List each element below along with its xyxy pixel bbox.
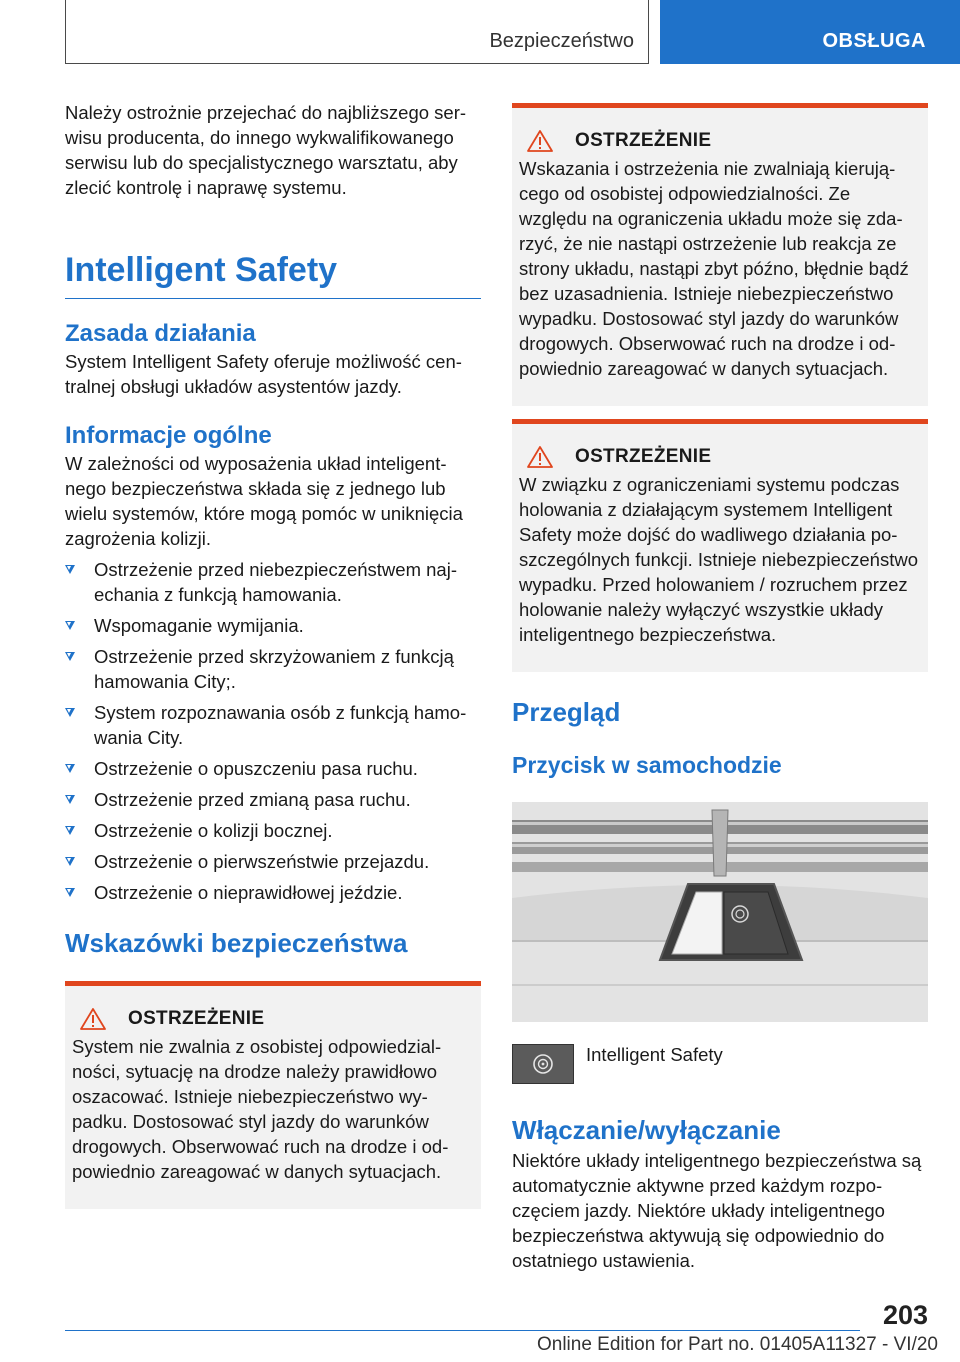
triangle-bullet-icon (65, 795, 75, 804)
list-item: Ostrzeżenie przed skrzyżowaniem z funkcją hamowania City;. (65, 644, 481, 694)
left-column (65, 100, 481, 1209)
button-heading: Przycisk w samochodzie (512, 752, 782, 778)
header-section-title: Bezpieczeństwo (489, 30, 634, 52)
list-item: Ostrzeżenie przed niebezpieczeństwem najechania z funkcją hamowania. (65, 557, 481, 607)
warning-box (65, 981, 481, 1209)
list-item: Ostrzeżenie o nieprawidłowej jeździe. (65, 880, 481, 905)
warning-triangle-icon (527, 130, 553, 152)
intro-paragraph: Należy ostrożnie przejechać do najbliższego serwisu producenta, do innego wykwalifikowanego serwisu lub do specjalistycznego warsztatu, aby zlecić kontrolę i naprawę systemu. (65, 102, 467, 198)
list-item: Wspomaganie wymijania. (65, 613, 481, 638)
general-text: W zależności od wyposażenia układ inteligentnego bezpieczeństwa składa się z jednego lub wielu systemów, które mogą pomóc w uniknięcia zagrożenia kolizji. (65, 453, 463, 549)
principle-heading: Zasada działania (65, 320, 256, 347)
warning-label: OSTRZEŻENIE (575, 446, 712, 467)
right-column (512, 103, 928, 1273)
header-chapter-tab[interactable] (660, 0, 960, 64)
onoff-heading: Włączanie/wyłączanie (512, 1115, 781, 1145)
page-number: 203 (882, 1300, 928, 1330)
photo-legend (512, 1042, 928, 1084)
triangle-bullet-icon (65, 708, 75, 717)
safety-heading: Wskazówki bezpieczeństwa (65, 928, 408, 958)
warning-box (512, 419, 928, 672)
list-item: Ostrzeżenie o opuszczeniu pasa ruchu. (65, 756, 481, 781)
warning-header (519, 446, 921, 468)
list-item: Ostrzeżenie o kolizji bocznej. (65, 818, 481, 843)
triangle-bullet-icon (65, 764, 75, 773)
list-item: Ostrzeżenie przed zmianą pasa ruchu. (65, 787, 481, 812)
warning-header (72, 1008, 474, 1030)
principle-text: System Intelligent Safety oferuje możliwość centralnej obsługi układów asystentów jazdy. (65, 351, 462, 397)
legend-label: Intelligent Safety (586, 1044, 723, 1065)
header-chapter-label: OBSŁUGA (822, 30, 926, 52)
list-item: Ostrzeżenie o pierwszeństwie przejazdu. (65, 849, 481, 874)
warning-text: System nie zwalnia z osobistej odpowiedzialności, sytuację na drodze należy prawidłowo oszacować. Istnieje niebezpieczeństwo wypadku. Dostosować styl jazdy do warunków drogowych. Obserwować ruch na drodze i odpowiednio zareagować w danych sytuacjach. (72, 1036, 449, 1182)
feature-list (65, 557, 481, 905)
general-heading: Informacje ogólne (65, 422, 272, 449)
vent-panel-illustration (512, 802, 928, 1022)
onoff-text: Niektóre układy inteligentnego bezpieczeństwa są automatycznie aktywne przed każdym rozpoczęciem jazdy. Niektóre układy inteligentnego bezpieczeństwa aktywują się odpowiednio do ostatniego ustawienia. (512, 1150, 922, 1271)
warning-label: OSTRZEŻENIE (128, 1008, 265, 1029)
warning-triangle-icon (527, 446, 553, 468)
triangle-bullet-icon (65, 565, 75, 574)
list-item: System rozpoznawania osób z funkcją hamowania City. (65, 700, 481, 750)
triangle-bullet-icon (65, 857, 75, 866)
warning-triangle-icon (80, 1008, 106, 1030)
warning-label: OSTRZEŻENIE (575, 130, 712, 151)
triangle-bullet-icon (65, 826, 75, 835)
warning-text: Wskazania i ostrzeżenia nie zwalniają kierującego od osobistej odpowiedzialności. Ze względu na ograniczenia układu może się zdarzyć, że nie nastąpi ostrzeżenie lub reakcja ze strony układu, nastąpi zbyt późno, błędnie bądź bez uzasadnienia. Istnieje niebezpieczeństwo wypadku. Dostosować styl jazdy do warunków drogowych. Obserwować ruch na drodze i odpowiednio zareagować w danych sytuacjach. (519, 158, 909, 379)
warning-box (512, 103, 928, 406)
header-section-box (65, 0, 649, 64)
warning-text: W związku z ograniczeniami systemu podczas holowania z działającym systemem Intelligent Safety może dojść do wadliwego działania poszczególnych funkcji. Istnieje niebezpieczeństwo wypadku. Przed holowaniem / rozruchem przez holowanie należy wyłączyć wszystkie układy inteligentnego bezpieczeństwa. (519, 474, 918, 645)
triangle-bullet-icon (65, 888, 75, 897)
dashboard-button-photo (512, 802, 928, 1022)
footer-edition: Online Edition for Part no. 01405A11327 - VI/20 (536, 1334, 938, 1355)
warning-header (519, 130, 921, 152)
footer-divider (65, 1330, 860, 1331)
page-title: Intelligent Safety (65, 250, 481, 299)
intelligent-safety-button-icon (512, 1044, 574, 1084)
triangle-bullet-icon (65, 652, 75, 661)
overview-heading: Przegląd (512, 697, 621, 727)
triangle-bullet-icon (65, 621, 75, 630)
